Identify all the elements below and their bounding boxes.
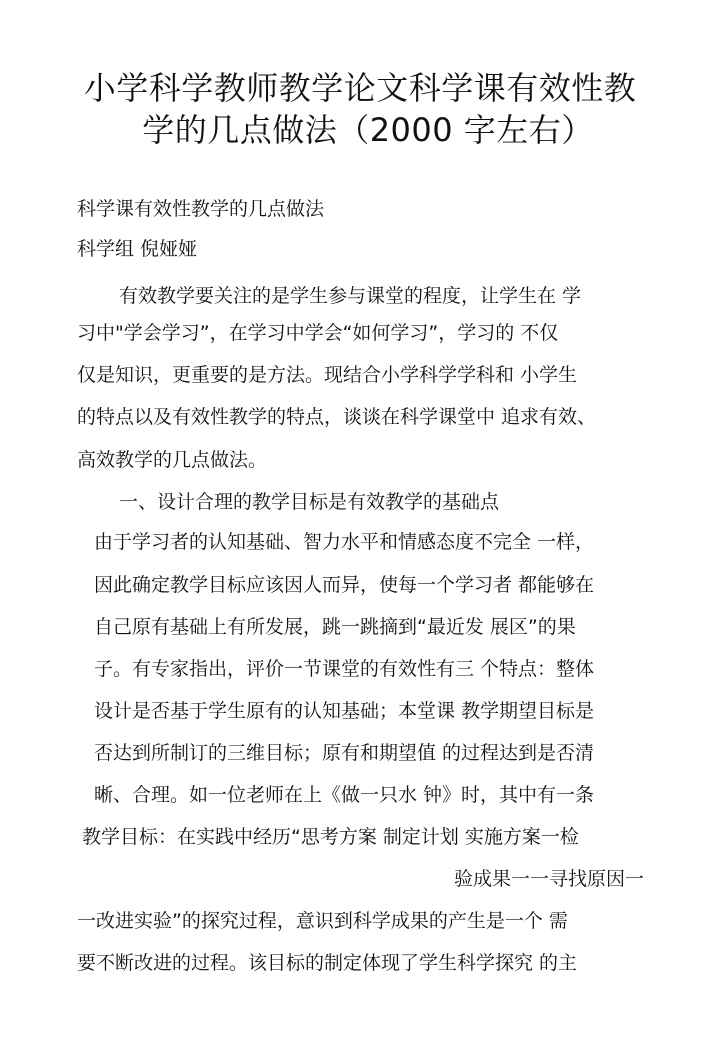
section-1-line-1: 由于学习者的认知基础、智力水平和情感态度不完全 一样， xyxy=(94,531,595,553)
section-1-line-2: 因此确定教学目标应该因人而异，使每一个学习者 都能够在 xyxy=(94,574,595,596)
author-line: 科学组 倪娅娅 xyxy=(77,238,198,260)
section-1-heading: 一、设计合理的教学目标是有效教学的基础点 xyxy=(119,491,500,513)
section-1-right-aligned-line: 验成果一一寻找原因一 xyxy=(453,868,644,890)
article-subtitle: 科学课有效性教学的几点做法 xyxy=(77,198,325,220)
document-title-line-2: 学的几点做法（2000 字左右） xyxy=(142,111,594,149)
section-1-line-8: 教学目标：在实践中经历“思考方案 制定计划 实施方案一检 xyxy=(82,826,579,848)
section-1-line-7: 晰、合理。如一位老师在上《做一只水 钟》时，其中有一条 xyxy=(94,784,595,806)
paragraph-1-line-4: 的特点以及有效性教学的特点，谈谈在科学课堂中 追求有效、 xyxy=(77,406,597,428)
section-1-line-10: 要不断改进的过程。该目标的制定体现了学生科学探究 的主 xyxy=(77,952,578,974)
section-1-line-5: 设计是否基于学生原有的认知基础；本堂课 教学期望目标是 xyxy=(94,700,595,722)
paragraph-1-line-2: 习中"学会学习”，在学习中学会“如何学习”，学习的 不仅 xyxy=(77,322,559,344)
section-1-line-3: 自己原有基础上有所发展，跳一跳摘到“最近发 展区”的果 xyxy=(94,616,576,638)
section-1-line-4: 子。有专家指出，评价一节课堂的有效性有三 个特点：整体 xyxy=(94,658,595,680)
paragraph-1-line-3: 仅是知识，更重要的是方法。现结合小学科学学科和 小学生 xyxy=(77,364,578,386)
section-1-line-6: 否达到所制订的三维目标；原有和期望值 的过程达到是否清 xyxy=(94,742,595,764)
paragraph-1-line-5: 高效教学的几点做法。 xyxy=(77,449,268,471)
document-title-line-1: 小学科学教师教学论文科学课有效性教 xyxy=(83,69,637,107)
paragraph-1-line-1: 有效教学要关注的是学生参与课堂的程度，让学生在 学 xyxy=(119,285,582,307)
section-1-line-9: 一改进实验”的探究过程，意识到科学成果的产生是一个 需 xyxy=(77,910,568,932)
